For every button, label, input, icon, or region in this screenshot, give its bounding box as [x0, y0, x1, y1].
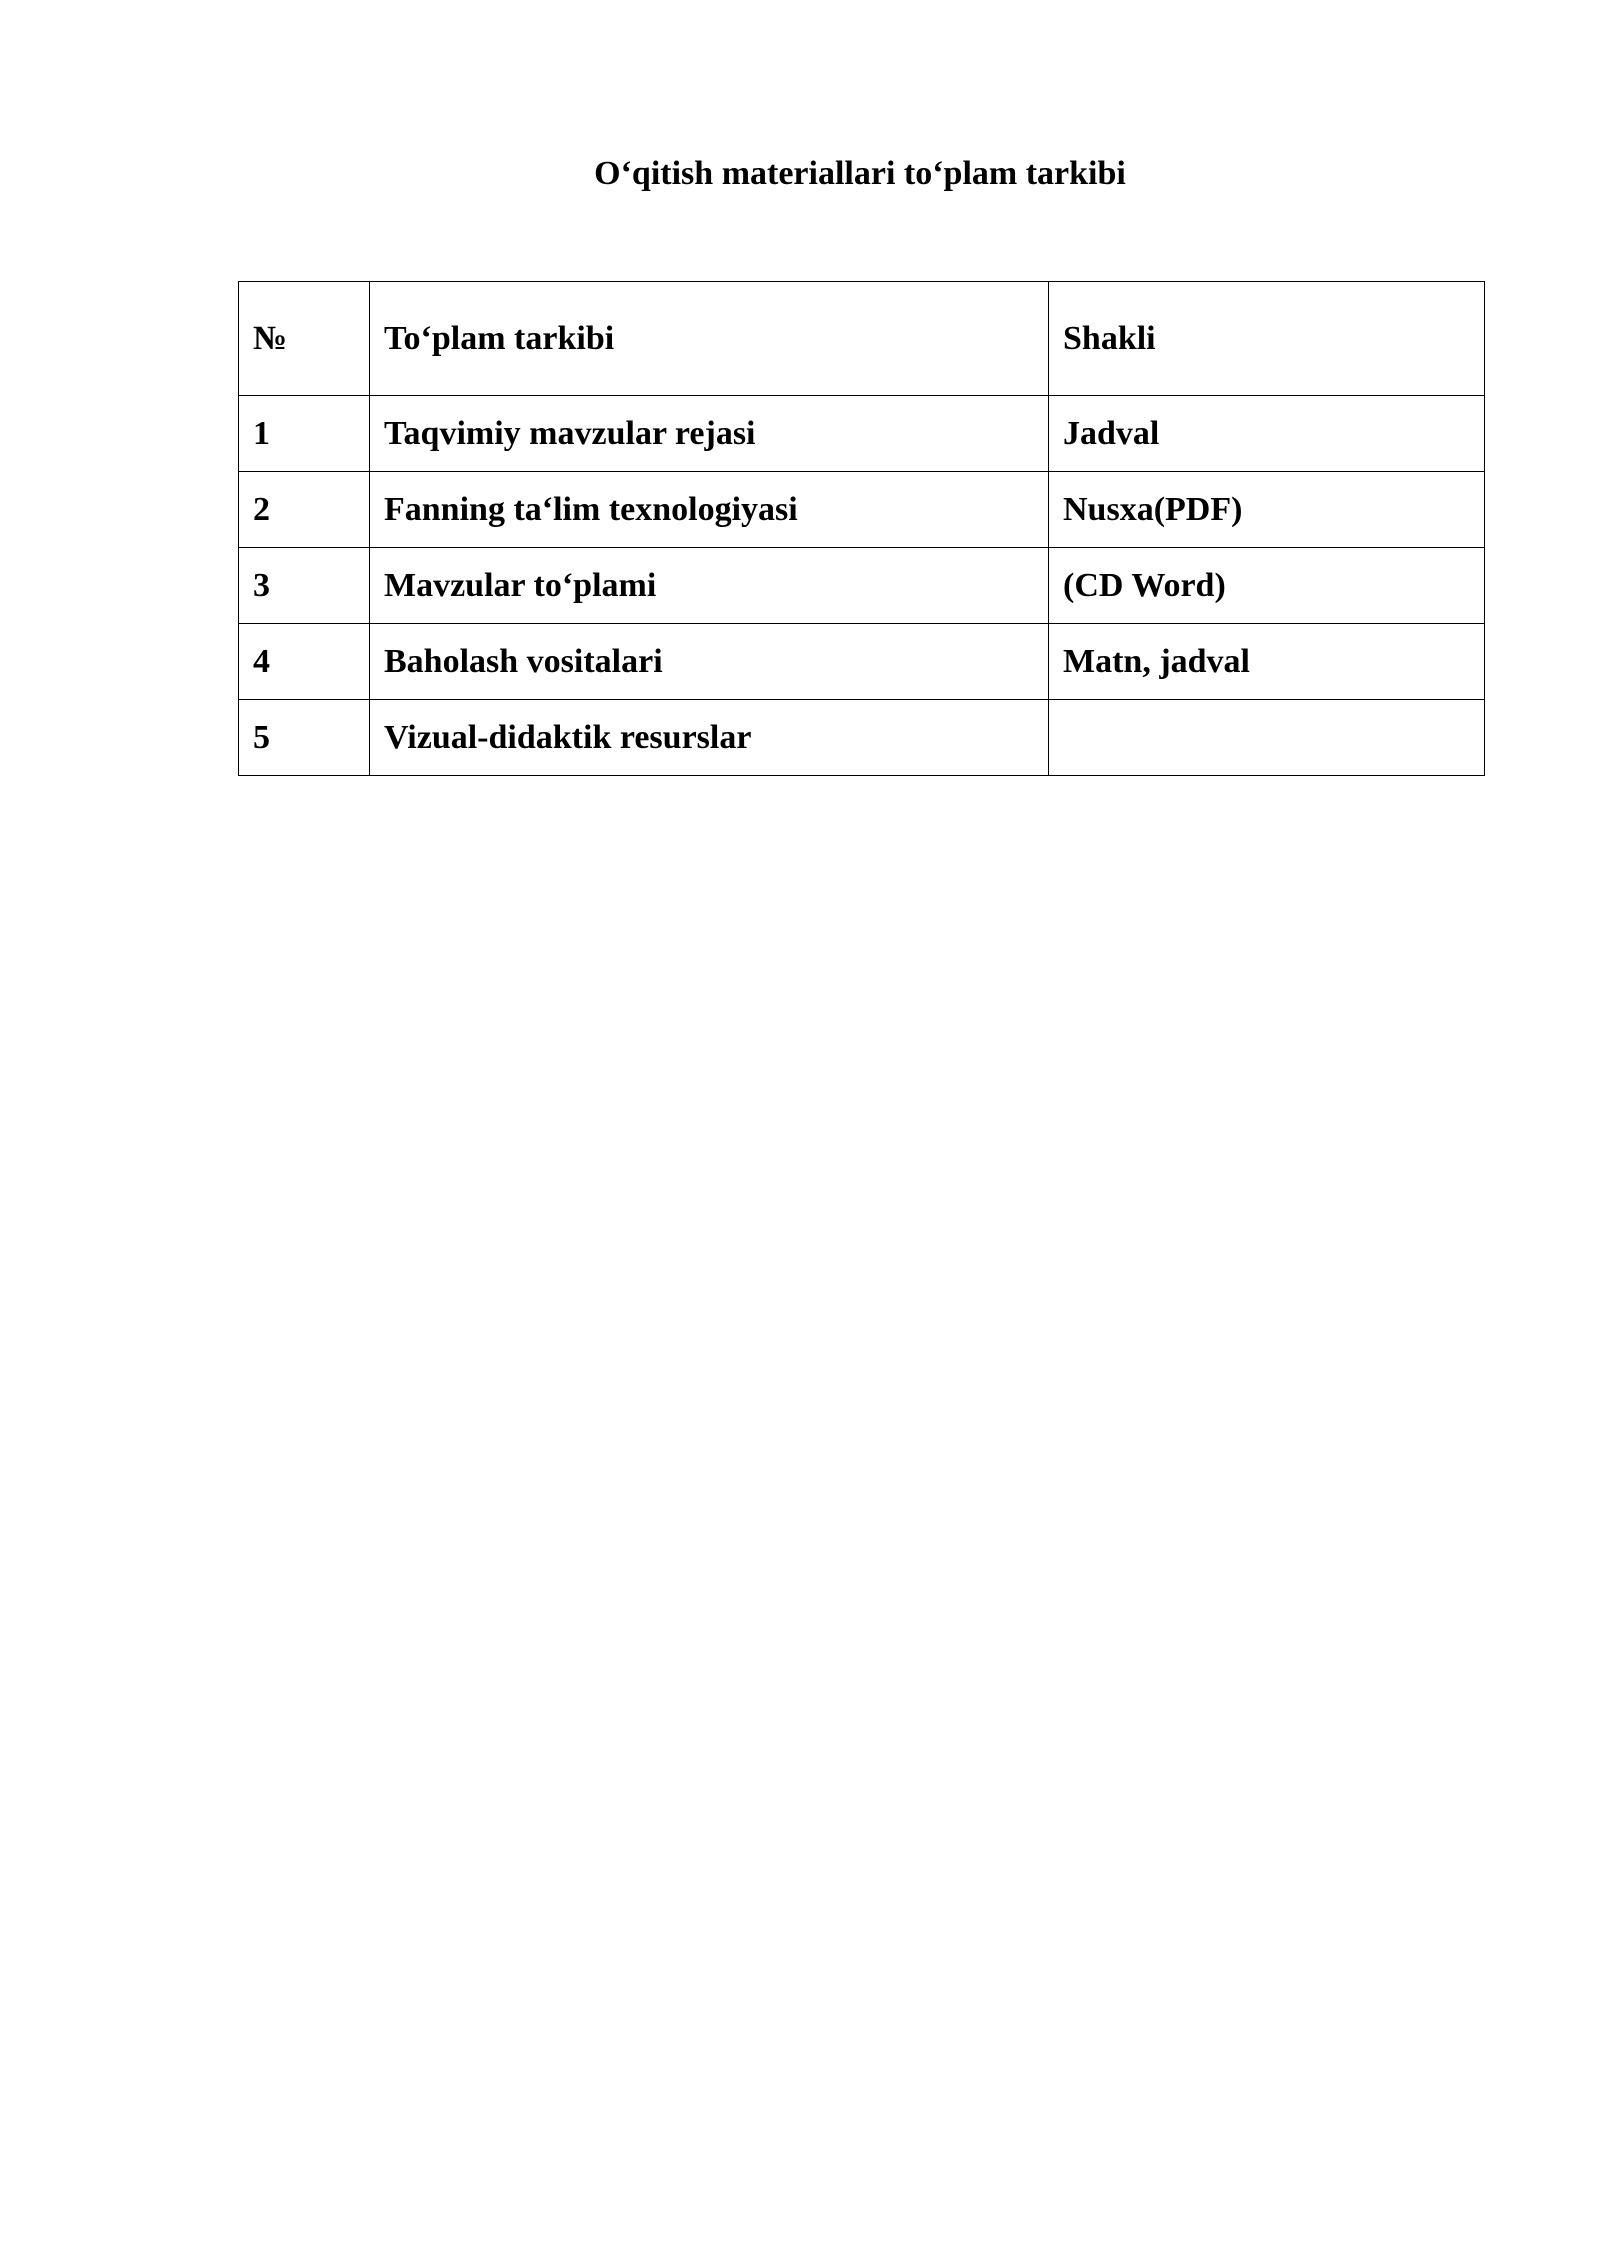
header-item: To‘plam tarkibi	[370, 282, 1049, 396]
cell-number: 4	[239, 624, 370, 700]
cell-item: Baholash vositalari	[370, 624, 1049, 700]
cell-item: Taqvimiy mavzular rejasi	[370, 396, 1049, 472]
cell-number: 3	[239, 548, 370, 624]
cell-item: Mavzular to‘plami	[370, 548, 1049, 624]
table-row	[239, 396, 1485, 472]
table-row	[239, 700, 1485, 776]
cell-form	[1049, 700, 1485, 776]
cell-form: (CD Word)	[1049, 548, 1485, 624]
header-number: №	[239, 282, 370, 396]
contents-table	[238, 281, 1485, 776]
cell-number: 2	[239, 472, 370, 548]
cell-item: Vizual-didaktik resurslar	[370, 700, 1049, 776]
table-row	[239, 472, 1485, 548]
cell-item: Fanning ta‘lim texnologiyasi	[370, 472, 1049, 548]
cell-form: Nusxa(PDF)	[1049, 472, 1485, 548]
header-form: Shakli	[1049, 282, 1485, 396]
table-header-row	[239, 282, 1485, 396]
table-row	[239, 548, 1485, 624]
cell-number: 1	[239, 396, 370, 472]
cell-form: Matn, jadval	[1049, 624, 1485, 700]
cell-form: Jadval	[1049, 396, 1485, 472]
table-row	[239, 624, 1485, 700]
page-title: O‘qitish materiallari to‘plam tarkibi	[594, 155, 1126, 192]
cell-number: 5	[239, 700, 370, 776]
